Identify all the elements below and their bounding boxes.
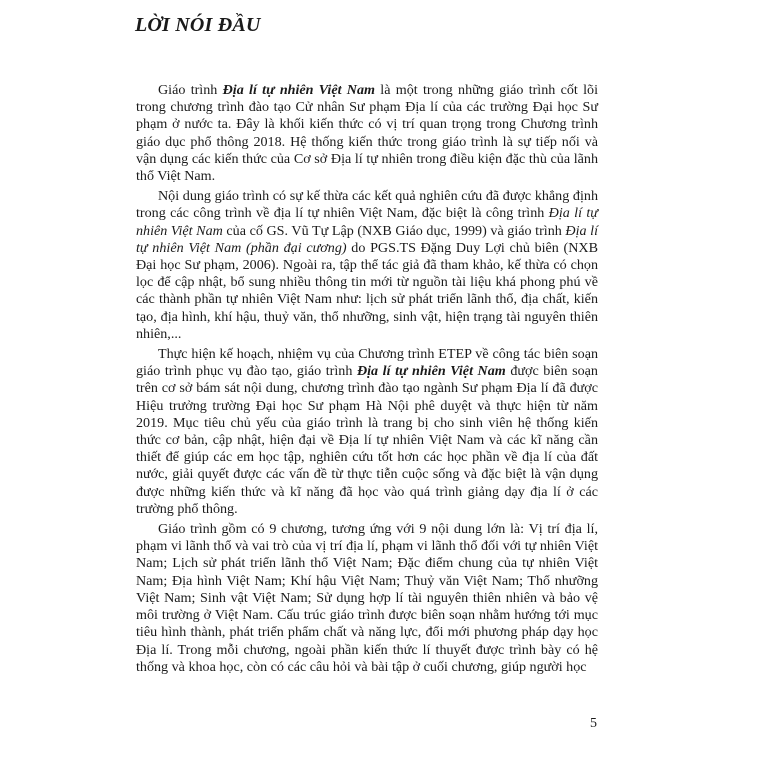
text-run: do PGS.TS Đặng Duy Lợi chủ biên (NXB Đại học Sư phạm, 2006). Ngoài ra, tập thể tác giả đã tham khảo, kế thừa có chọn lọc để cập nhật, bổ sung nhiều thông tin mới từ nguồn tài liệu khá phong phú về các thành phần tự nhiên Việt Nam như: lịch sử phát triển lãnh thổ, địa chất, kiến tạo, địa hình, khí hậu, thuỷ văn, thổ nhưỡng, sinh vật, hiện trạng tài nguyên thiên nhiên,...	[136, 239, 598, 342]
cited-work-italic: Địa lí tự nhiên Việt Nam (phần đại cương)	[136, 222, 599, 256]
page-title: LỜI NÓI ĐẦU	[135, 14, 261, 36]
paragraph-2	[136, 188, 598, 343]
book-title-emphasis: Địa lí tự nhiên Việt Nam	[222, 82, 375, 98]
text-run: Giáo trình gồm có 9 chương, tương ứng với 9 nội dung lớn là: Vị trí địa lí, phạm vi lãnh thổ và vai trò của vị trí địa lí, phạm vi lãnh thổ đối với tự nhiên Việt Nam; Lịch sử phát triển lãnh thổ Việt Nam; Đặc điểm chung của tự nhiên Việt Nam; Địa hình Việt Nam; Khí hậu Việt Nam; Thuỷ văn Việt Nam; Thổ nhưỡng Việt Nam; Sinh vật Việt Nam; Sử dụng hợp lí tài nguyên thiên nhiên và bảo vệ môi trường ở Việt Nam. Cấu trúc giáo trình được biên soạn nhằm hướng tới mục tiêu hình thành, phát triển phẩm chất và năng lực, đổi mới phương pháp dạy học Địa lí. Trong mỗi chương, ngoài phần kiến thức lí thuyết được trình bày có hệ thống và khoa học, còn có các câu hỏi và bài tập ở cuối chương, giúp người học	[136, 521, 598, 675]
text-run: Thực hiện kế hoạch, nhiệm vụ của Chương trình ETEP về công tác biên soạn giáo trình phục vụ đào tạo, giáo trình	[136, 346, 598, 380]
text-run: Nội dung giáo trình có sự kế thừa các kết quả nghiên cứu đã được khẳng định trong các công trình về địa lí tự nhiên Việt Nam, đặc biệt là công trình	[136, 188, 598, 222]
text-run: của cố GS. Vũ Tự Lập (NXB Giáo dục, 1999) và giáo trình	[222, 222, 566, 239]
paragraph-3	[136, 346, 598, 518]
text-run: Giáo trình	[158, 82, 223, 98]
paragraph-1	[136, 82, 598, 185]
cited-work-italic: Địa lí tự nhiên Việt Nam	[136, 205, 598, 239]
text-run: là một trong những giáo trình cốt lõi trong chương trình đào tạo Cử nhân Sư phạm Địa lí của các trường Đại học Sư phạm ở nước ta. Đây là khối kiến thức có vị trí quan trọng trong Chương trình giáo dục phổ thông 2018. Hệ thống kiến thức trong giáo trình là sự tiếp nối và vận dụng các kiến thức của Cơ sở Địa lí tự nhiên trong điều kiện đặc thù của lãnh thổ Việt Nam.	[136, 82, 598, 185]
body-text	[136, 82, 598, 676]
text-run: được biên soạn trên cơ sở bám sát nội dung, chương trình đào tạo ngành Sư phạm Địa lí đã được Hiệu trưởng trường Đại học Sư phạm Hà Nội phê duyệt và thực hiện từ năm 2019. Mục tiêu chủ yếu của giáo trình là trang bị cho sinh viên hệ thống kiến thức cơ bản, cập nhật, hiện đại về Địa lí tự nhiên Việt Nam và các kĩ năng cần thiết để giúp các em học tập, nghiên cứu tốt hơn các học phần về địa lí của đất nước, giải quyết được các vấn đề từ thực tiễn cuộc sống và đặc biệt là vận dụng được những kiến thức và kĩ năng đã học vào quá trình giảng dạy địa lí ở các trường phổ thông.	[136, 363, 598, 517]
page-number: 5	[590, 716, 597, 731]
paragraph-4	[136, 521, 598, 676]
book-title-emphasis: Địa lí tự nhiên Việt Nam	[356, 363, 506, 380]
